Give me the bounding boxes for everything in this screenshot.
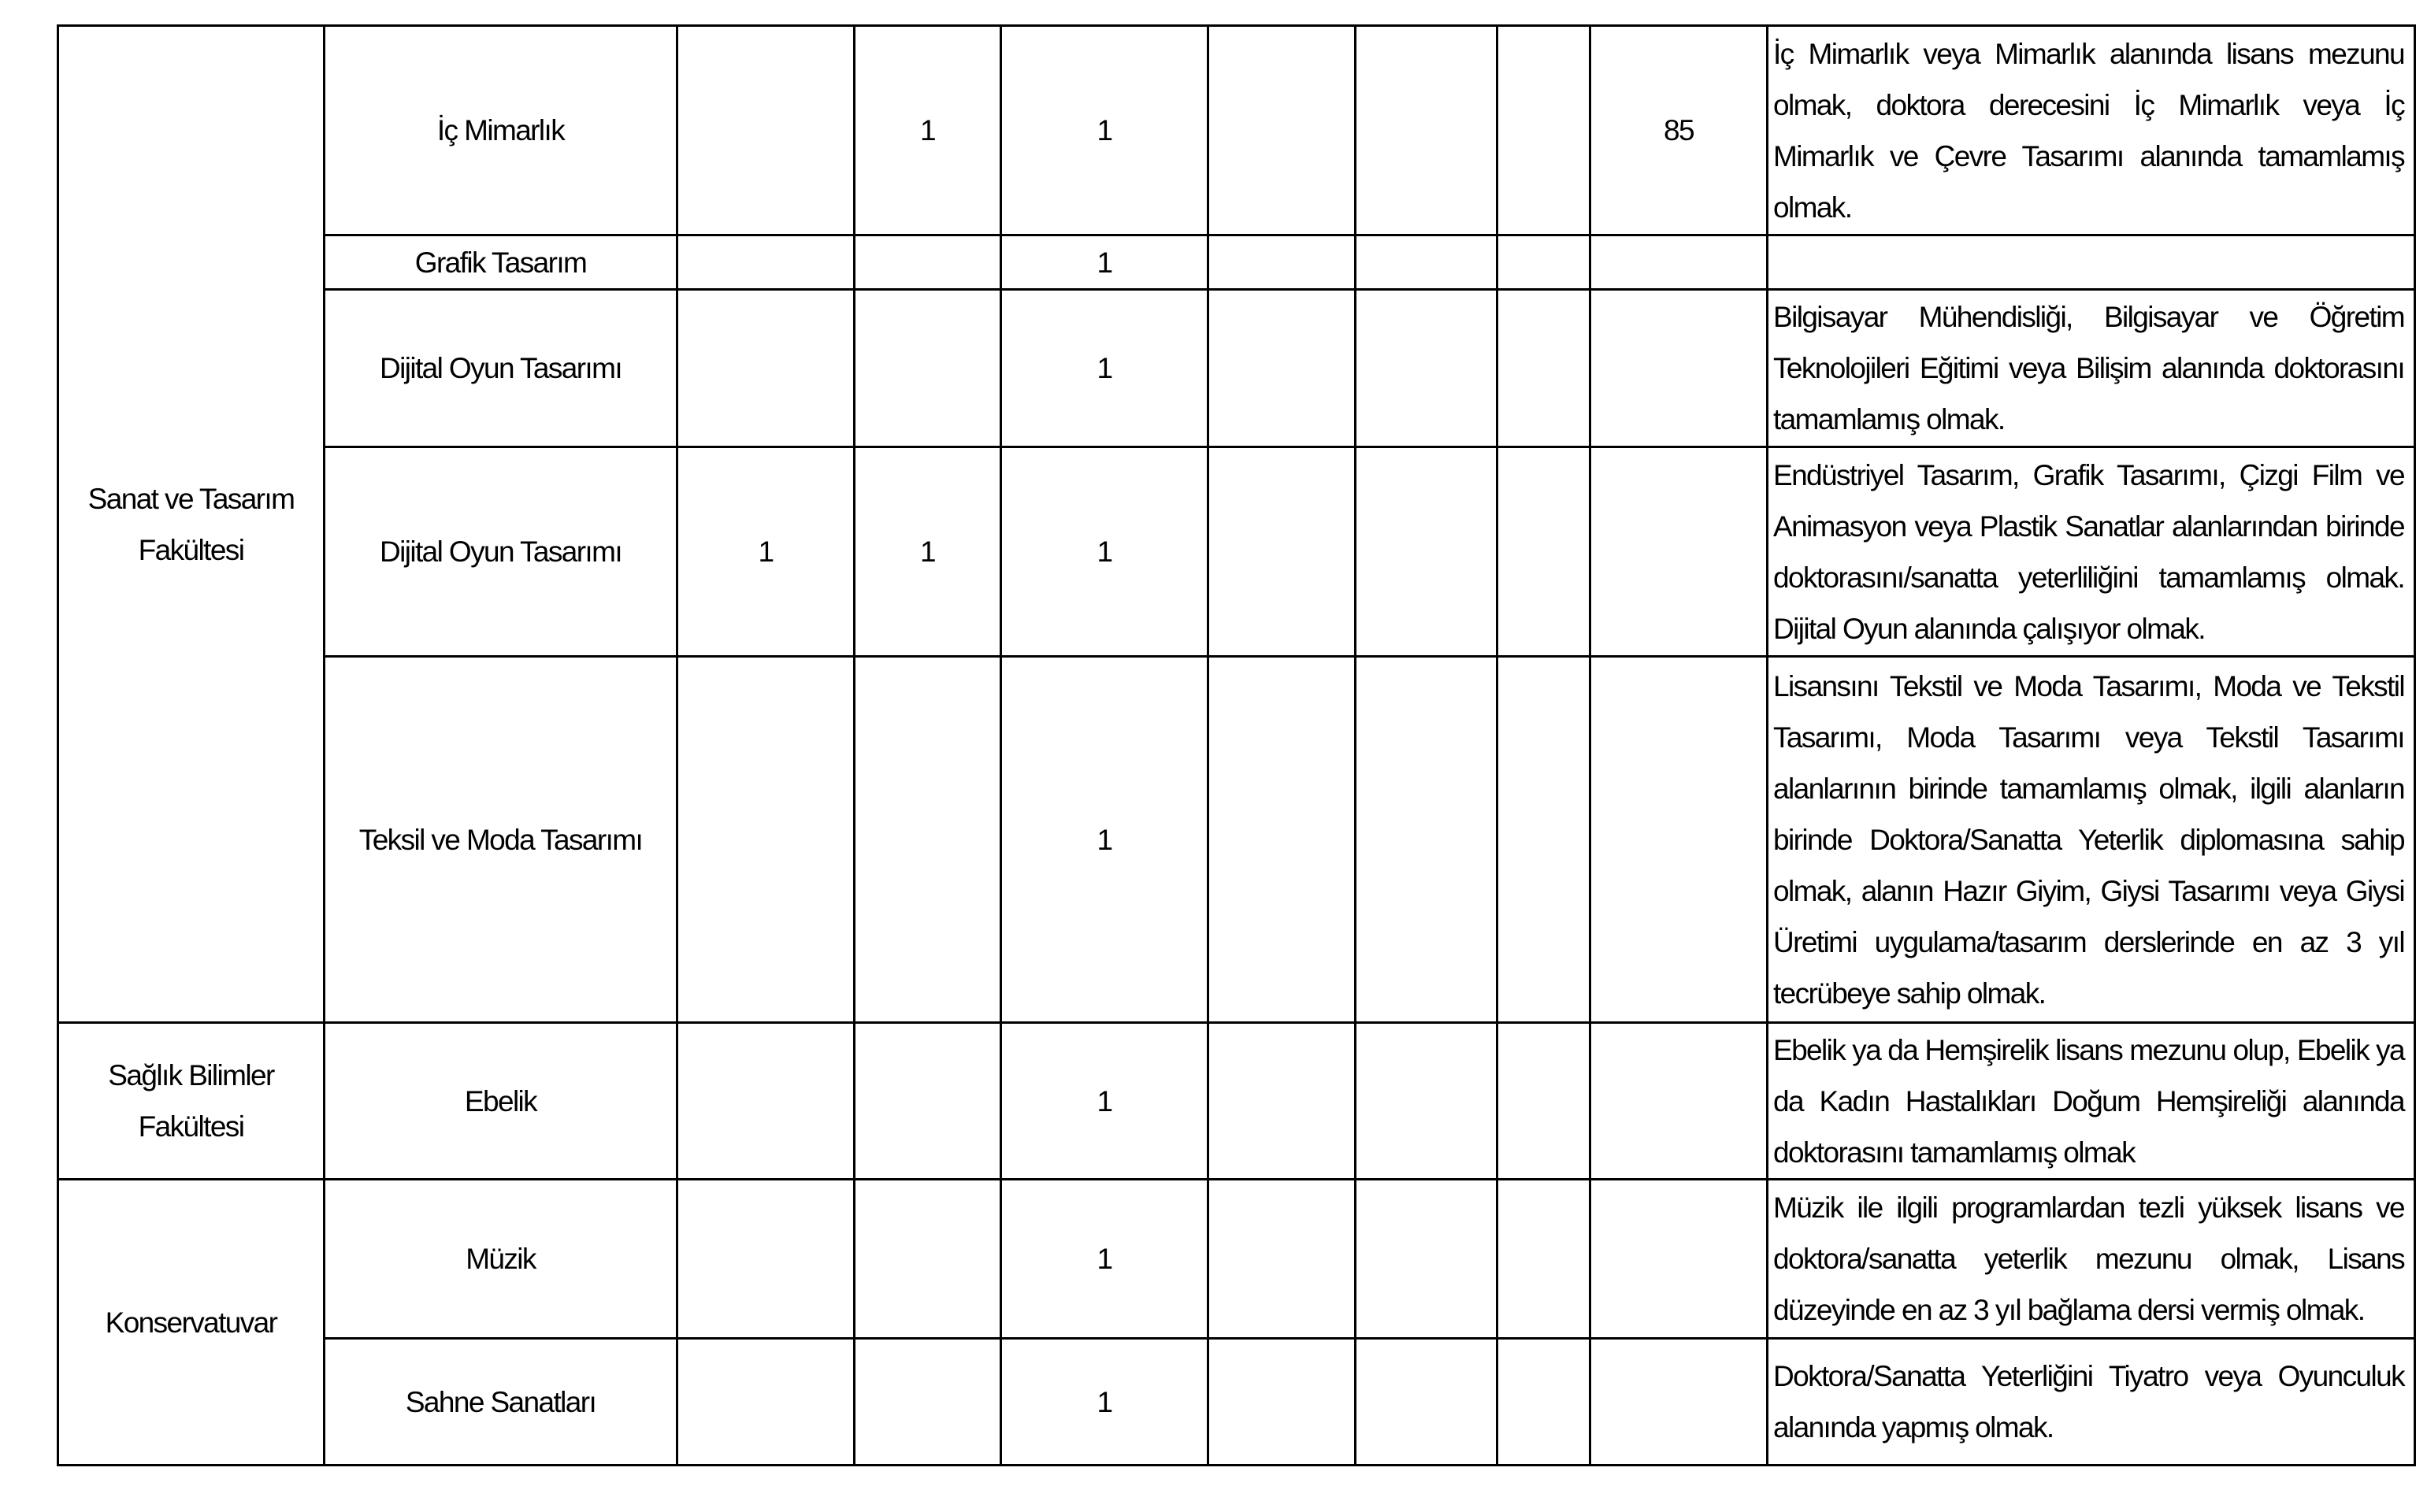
quota-cell [1000,24,1209,236]
quota-cell [1207,1021,1356,1180]
requirement-cell [1766,446,2416,658]
faculty-cell [57,24,325,1024]
requirement-cell-text: Müzik ile ilgili programlardan tezli yüksek lisans ve doktora/sanatta yeterlik mezunu olmak, Lisans düzeyinde en az 3 yıl bağlama dersi vermiş olmak. [1773,1191,2404,1326]
quota-cell [1496,24,1591,236]
quota-cell [1000,446,1209,658]
quota-cell [1354,1337,1498,1466]
faculty-cell-text: Sanat ve Tasarım Fakültesi [87,482,295,566]
quota-cell [1496,1178,1591,1340]
quota-cell [1589,234,1768,291]
quota-cell-text: 1 [758,536,774,568]
quota-cell [853,1178,1002,1340]
requirement-cell [1766,24,2416,236]
quota-cell [676,288,855,448]
quota-cell-text: 1 [1097,1243,1112,1275]
requirement-cell-text: Doktora/Sanatta Yeterliğini Tiyatro veya Oyunculuk alanında yapmış olmak. [1773,1360,2404,1443]
quota-cell [1000,1337,1209,1466]
requirement-cell [1766,655,2416,1024]
quota-cell-text: 1 [1097,352,1112,384]
requirement-cell-text: İç Mimarlık veya Mimarlık alanında lisans mezunu olmak, doktora derecesini İç Mimarlık veya İç Mimarlık ve Çevre Tasarımı alanında tamamlamış olmak. [1773,37,2404,224]
faculty-cell [57,1178,325,1466]
quota-cell [1589,24,1768,236]
quota-cell [1207,24,1356,236]
program-cell [323,446,678,658]
quota-cell-text: 1 [1097,114,1112,146]
quota-cell [1207,288,1356,448]
quota-cell [1496,446,1591,658]
program-cell [323,1337,678,1466]
program-cell [323,24,678,236]
quota-cell [676,655,855,1024]
quota-cell [676,1021,855,1180]
quota-cell-text: 1 [1097,1084,1112,1117]
quota-cell [853,655,1002,1024]
quota-cell [1354,234,1498,291]
quota-cell [1207,655,1356,1024]
quota-cell [1207,1337,1356,1466]
quota-cell [1000,234,1209,291]
program-cell-text: Ebelik [464,1084,537,1117]
requirement-cell-text: Endüstriyel Tasarım, Grafik Tasarımı, Çizgi Film ve Animasyon veya Plastik Sanatlar alanlarından birinde doktorasını/sanatta yeterliliğini tamamlamış olmak. Dijital Oyun alanında çalışıyor olmak. [1773,458,2404,645]
quota-cell [853,234,1002,291]
faculty-cell [57,1021,325,1180]
quota-cell [1000,1178,1209,1340]
quota-cell-text: 1 [1097,536,1112,568]
requirement-cell-text: Bilgisayar Mühendisliği, Bilgisayar ve Öğretim Teknolojileri Eğitimi veya Bilişim alanında doktorasını tamamlamış olmak. [1773,301,2404,435]
quota-cell [1207,446,1356,658]
quota-cell [1496,288,1591,448]
quota-cell [676,24,855,236]
quota-cell-text: 1 [920,114,935,146]
quota-cell-text: 1 [1097,1385,1112,1418]
program-cell-text: Grafik Tasarım [414,246,587,279]
requirement-cell [1766,1021,2416,1180]
quota-cell [1496,655,1591,1024]
quota-cell [1589,446,1768,658]
faculty-cell-text: Sağlık Bilimler Fakültesi [108,1059,274,1143]
quota-cell [1589,1178,1768,1340]
program-cell [323,288,678,448]
program-cell-text: Dijital Oyun Tasarımı [379,536,622,568]
quota-cell [676,446,855,658]
quota-cell [1589,288,1768,448]
quota-cell [1496,1021,1591,1180]
quota-cell-text: 1 [1097,246,1112,279]
quota-cell [853,446,1002,658]
program-cell [323,1178,678,1340]
quota-cell [1589,655,1768,1024]
requirement-cell [1766,1178,2416,1340]
quota-cell [1000,288,1209,448]
requirement-cell [1766,1337,2416,1466]
program-cell-text: Sahne Sanatları [405,1385,596,1418]
quota-cell [1354,24,1498,236]
quota-cell [676,1178,855,1340]
quota-cell [1000,1021,1209,1180]
program-cell-text: Teksil ve Moda Tasarımı [358,823,643,856]
requirement-cell-text: Ebelik ya da Hemşirelik lisans mezunu olup, Ebelik ya da Kadın Hastalıkları Doğum Hemşireliği alanında doktorasını tamamlamış olmak [1773,1033,2404,1169]
quota-cell [1496,234,1591,291]
quota-cell [1354,446,1498,658]
quota-cell [1207,1178,1356,1340]
quota-cell [676,1337,855,1466]
quota-cell [676,234,855,291]
quota-cell [1589,1021,1768,1180]
quota-cell [853,1337,1002,1466]
program-cell-text: İç Mimarlık [436,114,565,146]
quota-cell [1589,1337,1768,1466]
quota-cell [853,1021,1002,1180]
requirement-cell [1766,234,2416,291]
faculty-cell-text: Konservatuvar [105,1306,277,1339]
quota-cell-text: 1 [920,536,935,568]
quota-cell [1354,655,1498,1024]
quota-cell-text: 85 [1664,114,1694,146]
quota-cell [1354,1178,1498,1340]
quota-cell [1000,655,1209,1024]
quota-cell [1354,1021,1498,1180]
program-cell [323,1021,678,1180]
requirement-cell-text: Lisansını Tekstil ve Moda Tasarımı, Moda ve Tekstil Tasarımı, Moda Tasarımı veya Tekstil Tasarımı alanlarının birinde tamamlamış olmak, ilgili alanların birinde Doktora/Sanatta Yeterlik diplomasına sahip olmak, alanın Hazır Giyim, Giysi Tasarımı veya Giysi Üretimi uygulama/tasarım derslerinde en az 3 yıl tecrübeye sahip olmak. [1773,669,2404,1010]
quota-cell [1207,234,1356,291]
program-cell [323,234,678,291]
quota-cell [853,288,1002,448]
program-cell [323,655,678,1024]
quota-cell-text: 1 [1097,823,1112,856]
program-cell-text: Müzik [466,1243,536,1275]
quota-cell [1354,288,1498,448]
program-cell-text: Dijital Oyun Tasarımı [379,352,622,384]
requirement-cell [1766,288,2416,448]
quota-cell [1496,1337,1591,1466]
quota-cell [853,24,1002,236]
